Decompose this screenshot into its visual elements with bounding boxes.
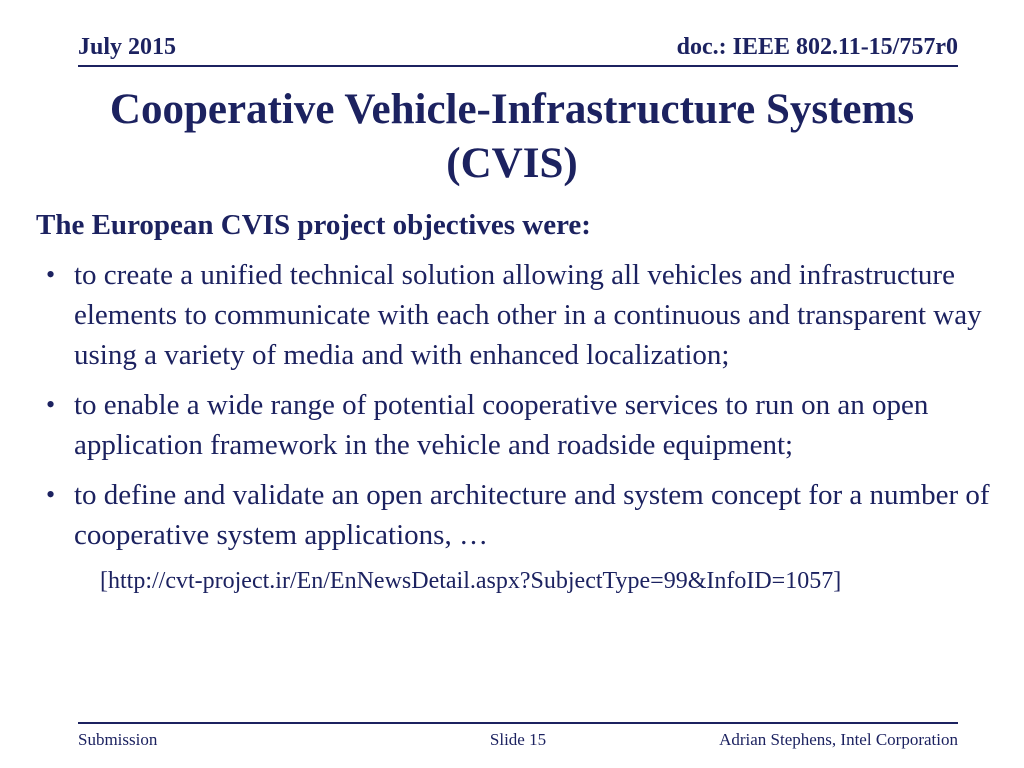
footer-author: Adrian Stephens, Intel Corporation	[719, 730, 958, 749]
slide-footer	[78, 722, 958, 750]
list-item	[36, 255, 990, 375]
header-doc-number: doc.: IEEE 802.11-15/757r0	[676, 34, 958, 60]
reference-url: [http://cvt-project.ir/En/EnNewsDetail.aspx?SubjectType=99&InfoID=1057]	[100, 567, 842, 594]
bullet-icon: •	[46, 479, 56, 509]
slide-title: Cooperative Vehicle-Infrastructure Systems (CVIS)	[109, 86, 915, 187]
slide-header	[78, 34, 958, 67]
bullet-text: to create a unified technical solution allowing all vehicles and infrastructure elements to communicate with each other in a continuous and transparent way using a variety of media and with enhanced localization;	[74, 258, 982, 371]
bullet-icon: •	[46, 259, 56, 289]
list-item	[36, 385, 990, 465]
footer-submission: Submission	[78, 730, 158, 749]
footer-slide-number: Slide 15	[489, 730, 547, 749]
bullet-text: to define and validate an open architecture and system concept for a number of cooperative system applications, …	[74, 478, 990, 551]
intro-text: The European CVIS project objectives were:	[36, 208, 591, 241]
bullet-list	[36, 255, 990, 555]
header-date: July 2015	[78, 34, 177, 60]
slide-body	[36, 205, 990, 598]
bullet-text: to enable a wide range of potential cooperative services to run on an open application framework in the vehicle and roadside equipment;	[74, 388, 929, 461]
list-item	[36, 475, 990, 555]
bullet-icon: •	[46, 389, 56, 419]
